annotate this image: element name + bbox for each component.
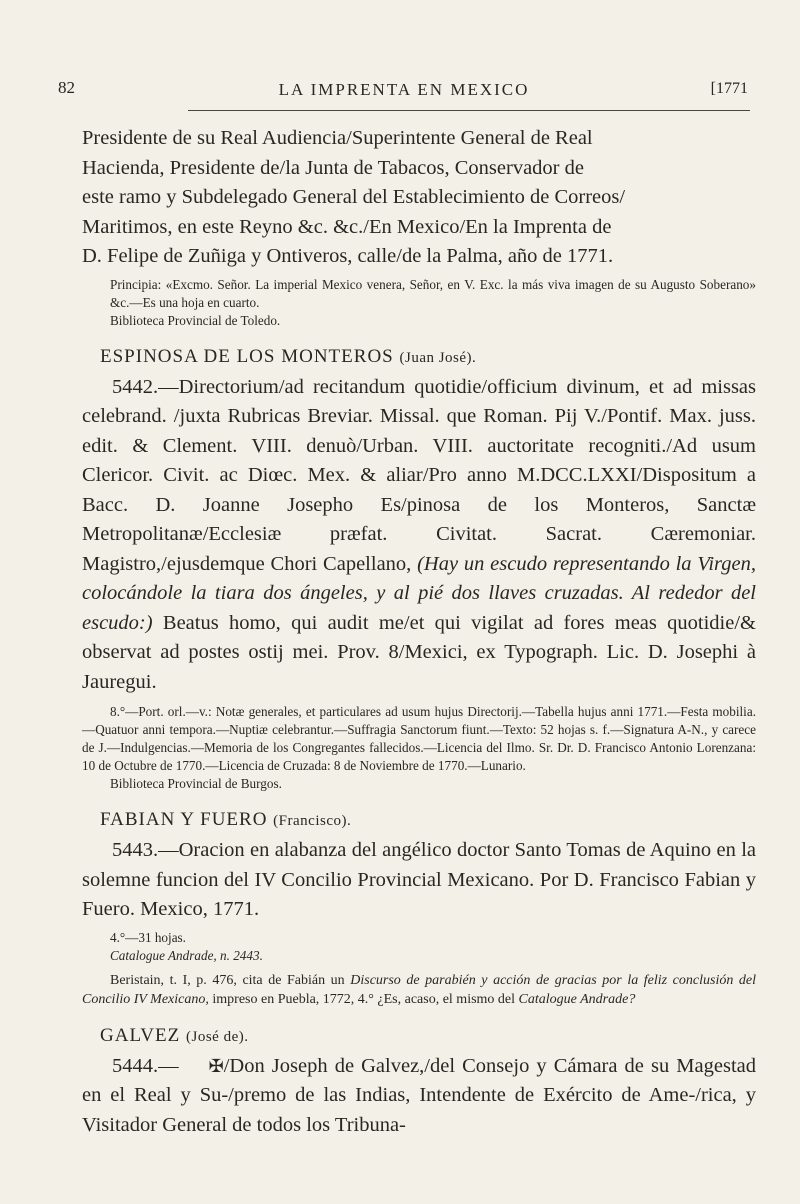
page-body xyxy=(82,124,756,1140)
author-given-name: (José de). xyxy=(186,1028,249,1045)
author-heading xyxy=(100,807,756,834)
entry-title-text: 5442.—Directorium/ad recitandum quotidie/officium divinum, et ad missas celebrand. /juxta Rubricas Breviar. Missal. que Roman. Pij V./Pontif. Max. juss. edit. & Clement. VIII. denuò/Urban. VIII. auctoritate recogniti./Ad usum Clericor. Civit. ac Diœc. Mex. & aliar/Pro anno M.DCC.LXXI/Dispositum a Bacc. D. Joanne Josepho Es/pinosa de los Monteros, Sanctæ Metropolitanæ/Ecclesiæ præfat. Civitat. Sacrat. Cæremoniar. Magistro,/ejusdemque Chori Capellano, xyxy=(82,375,756,575)
entry-title-line: D. Felipe de Zuñiga y Ontiveros, calle/de la Palma, año de 1771. xyxy=(82,245,614,267)
entry-title-line: Maritimos, en este Reyno &c. &c./En Mexico/En la Imprenta de xyxy=(82,215,612,238)
library-location: Biblioteca Provincial de Burgos. xyxy=(110,776,282,791)
entry-title xyxy=(82,373,756,698)
note-italic-end: Catalogue Andrade? xyxy=(518,991,636,1007)
format-note: 4.°—31 hojas. xyxy=(110,929,186,945)
author-heading xyxy=(100,1023,756,1050)
entry-title-text: /Don Joseph de Galvez,/del Consejo y Cámara de su Magestad en el Real y Su-/premo de las Indias, Intendente de Exército de Ame-/rica, y Visitador General de todos los Tribuna- xyxy=(82,1054,756,1136)
library-location: Biblioteca Provincial de Toledo. xyxy=(110,312,281,328)
bibliographic-note: Principia: «Excmo. Señor. La imperial Mexico venera, Señor, en V. Exc. la más viva imagen de su Augusto Soberano» &c.—Es una hoja en cuarto. xyxy=(110,276,756,310)
note-text: Beristain, t. I, p. 476, cita de Fabián un xyxy=(110,972,345,988)
entry-title: 5443.—Oracion en alabanza del angélico doctor Santo Tomas de Aquino en la solemne funcion del IV Concilio Provincial Mexicano. Por D. Francisco Fabian y Fuero. Mexico, 1771. xyxy=(82,839,756,920)
author-surname: FABIAN Y FUERO xyxy=(100,809,268,830)
note-text-mid: impreso en Puebla, 1772, 4.° ¿Es, acaso, el mismo del xyxy=(212,991,516,1007)
entry-title-italic: (Hay un escudo representando la Virgen, colocándole la tiara dos ángeles, y al pié dos llaves cruzadas. Al rededor del escudo:) xyxy=(82,552,756,634)
entry-title-text-end: Beatus homo, qui audit me/et qui vigilat ad fores meas quotidie/& observat ad postes ostij mei. Prov. 8/Mexici, ex Typograph. Lic. D. Josephi à Jauregui. xyxy=(82,611,756,693)
catalogue-reference: Catalogue Andrade, n. 2443. xyxy=(110,947,263,963)
bibliographic-note: 8.°—Port. orl.—v.: Notæ generales, et particulares ad usum hujus Directorij.—Tabella hujus anni 1771.—Festa mobilia.—Quatuor anni tempora.—Nuptiæ celebrantur.—Suffragia Sanctorum fiunt.—Texto: 52 hojas s. f.—Signatura A-N., y carece de J.—Indulgencias.—Memoria de los Congregantes fallecidos.—Licencia del Ilmo. Sr. Dr. D. Francisco Antonio Lorenzana: 10 de Octubre de 1770.—Licencia de Cruzada: 8 de Noviembre de 1770.—Lunario. xyxy=(82,704,756,773)
author-heading xyxy=(100,344,756,371)
page-header xyxy=(58,78,750,112)
cross-icon: ✠ xyxy=(208,1055,224,1076)
bibliographic-note xyxy=(82,971,756,1009)
note-italic: Discurso de parabién y acción de gracias por la feliz conclusión del Concilio IV Mexicano, xyxy=(82,972,757,1007)
entry-number: 5444.— xyxy=(112,1054,179,1077)
entry-title-line: Presidente de su Real Audiencia/Superintente General de Real xyxy=(82,127,593,149)
author-given-name: (Francisco). xyxy=(273,813,352,829)
entry-title xyxy=(82,1052,756,1141)
page-number: 82 xyxy=(58,78,75,97)
entry-title-line: este ramo y Subdelegado General del Establecimiento de Correos/ xyxy=(82,186,626,208)
year-bracket: [1771 xyxy=(710,80,748,97)
author-surname: GALVEZ xyxy=(100,1024,181,1046)
author-surname: ESPINOSA DE LOS MONTEROS xyxy=(100,345,394,367)
author-given-name: (Juan José). xyxy=(399,349,477,366)
header-rule xyxy=(188,110,750,111)
entry-title-line: Hacienda, Presidente de/la Junta de Tabacos, Conservador de xyxy=(82,156,584,179)
running-title: LA IMPRENTA EN MEXICO xyxy=(278,80,530,99)
